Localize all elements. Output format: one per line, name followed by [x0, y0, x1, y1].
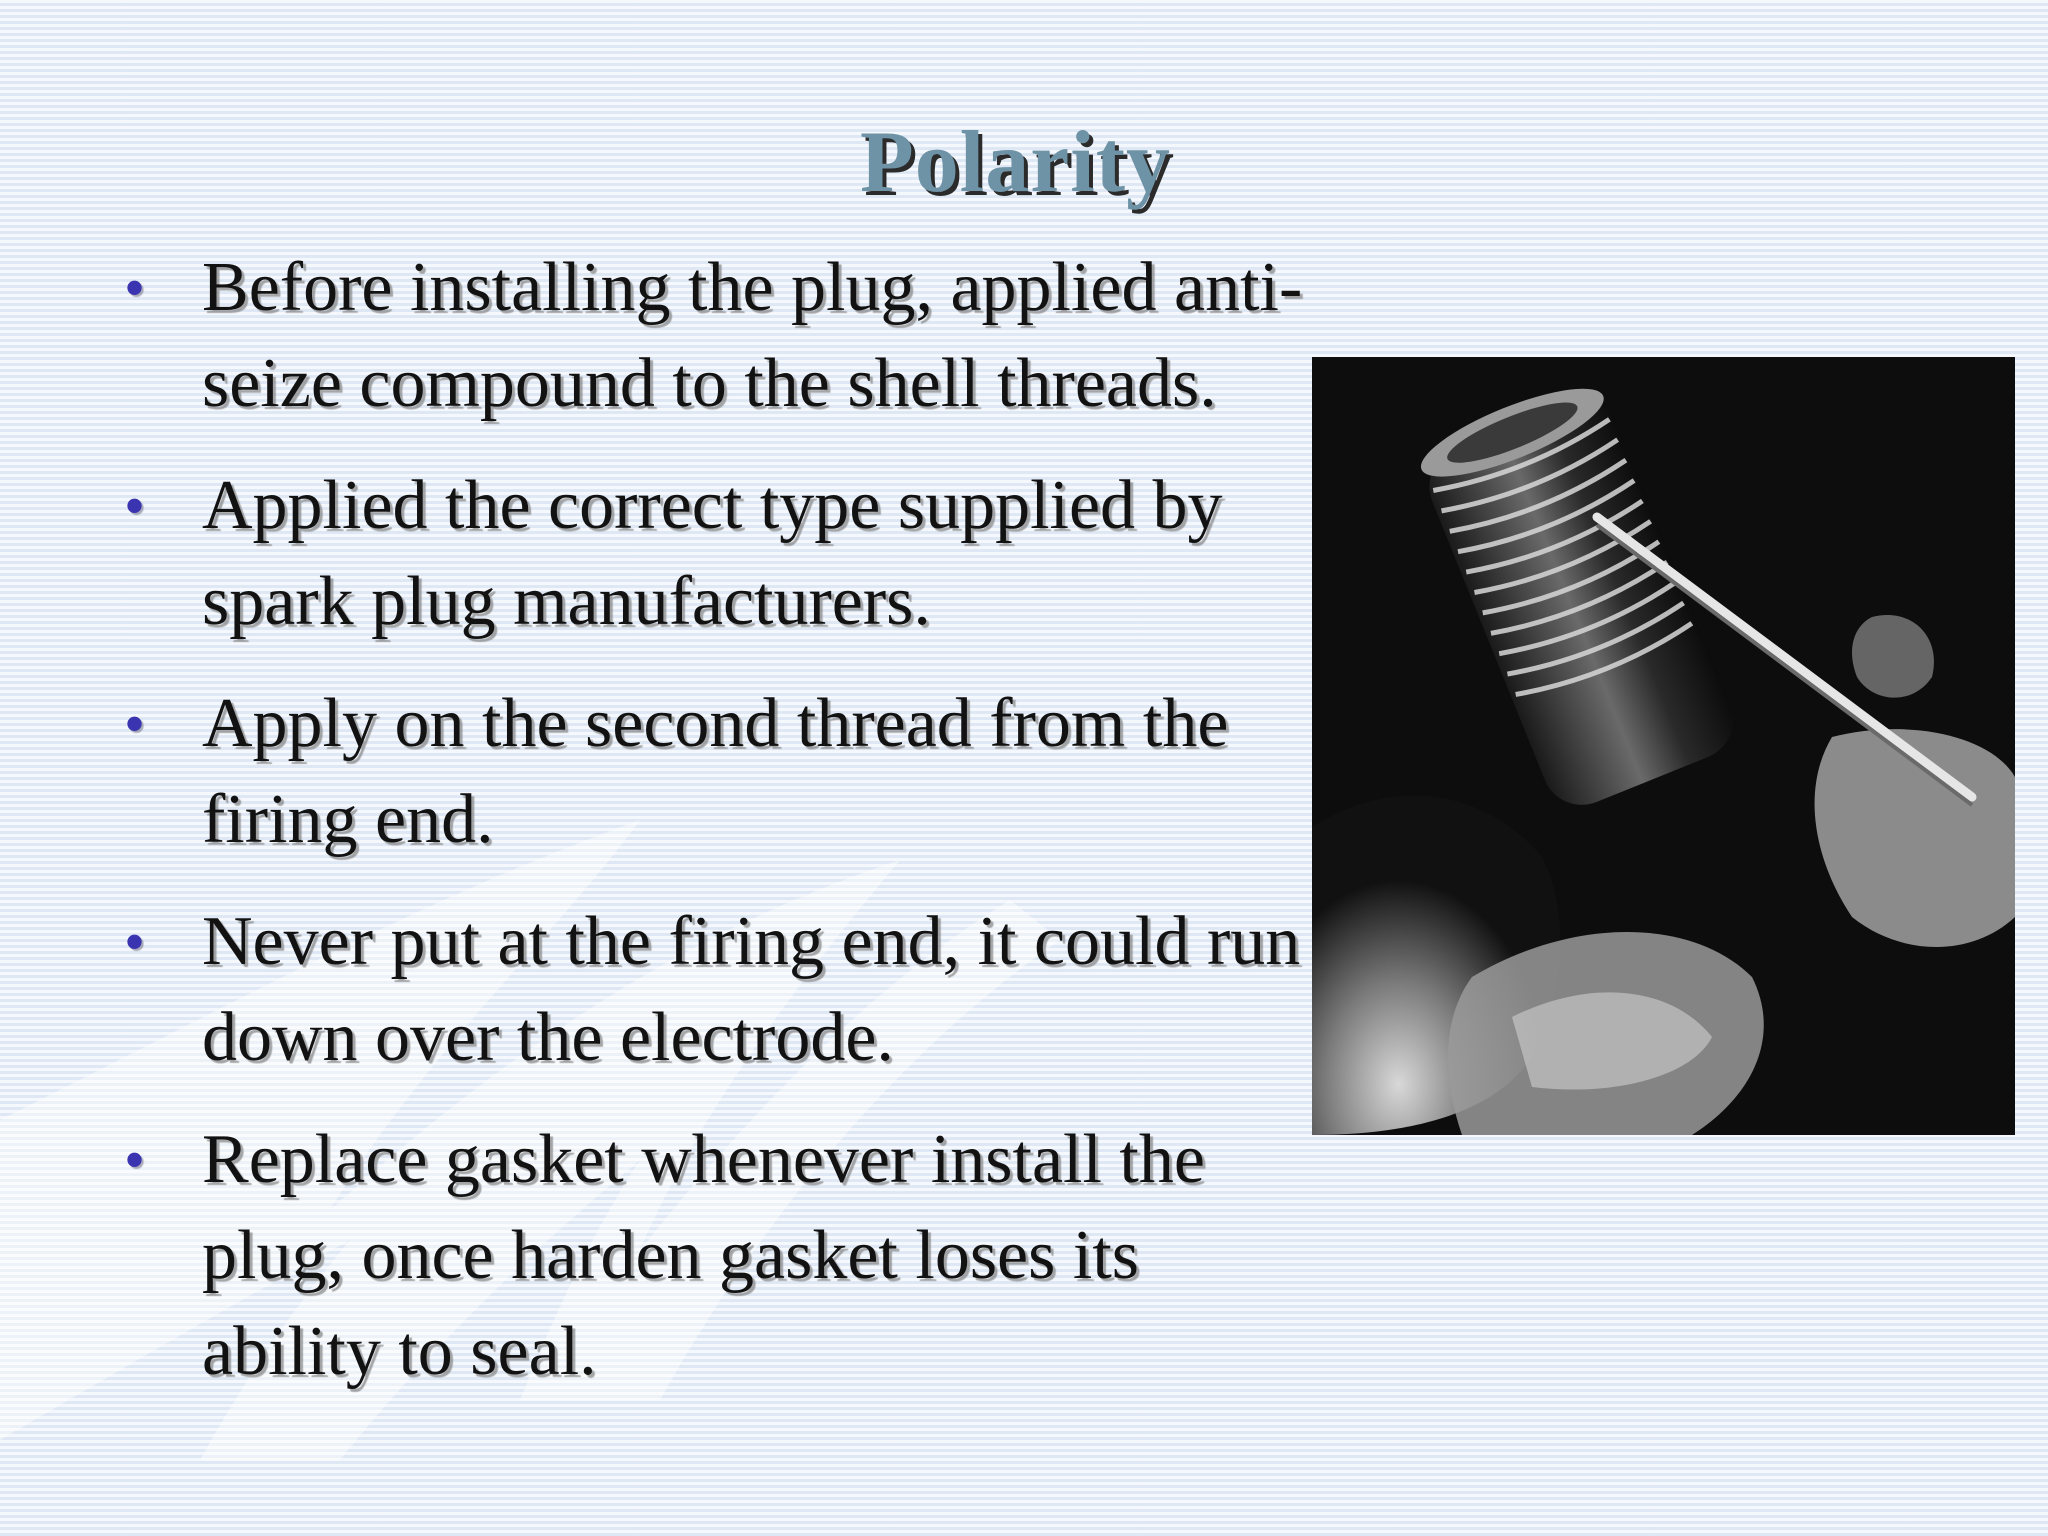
- bullet-item: [118, 894, 1308, 1086]
- bullet-item: [118, 240, 1308, 432]
- bullet-list: [118, 240, 1308, 1426]
- bullet-marker: •: [124, 255, 146, 321]
- bullet-item: [118, 676, 1308, 868]
- bullet-item: [118, 1112, 1308, 1400]
- bullet-marker: •: [124, 1127, 146, 1193]
- bullet-text: Applied the correct type supplied by spark plug manufacturers.: [202, 467, 1223, 640]
- bullet-marker: •: [124, 909, 146, 975]
- spark-plug-photo-icon: [1312, 357, 2015, 1135]
- bullet-text: Apply on the second thread from the firing end.: [202, 685, 1229, 858]
- spark-plug-photo: [1312, 357, 2015, 1135]
- bullet-text: Before installing the plug, applied anti-seize compound to the shell threads.: [202, 249, 1303, 422]
- slide-title: Polarity: [860, 114, 1172, 211]
- bullet-text: Never put at the firing end, it could run down over the electrode.: [202, 903, 1301, 1076]
- bullet-marker: •: [124, 473, 146, 539]
- bullet-text: Replace gasket whenever install the plug, once harden gasket loses its ability to seal.: [202, 1121, 1205, 1390]
- bullet-marker: •: [124, 691, 146, 757]
- bullet-item: [118, 458, 1308, 650]
